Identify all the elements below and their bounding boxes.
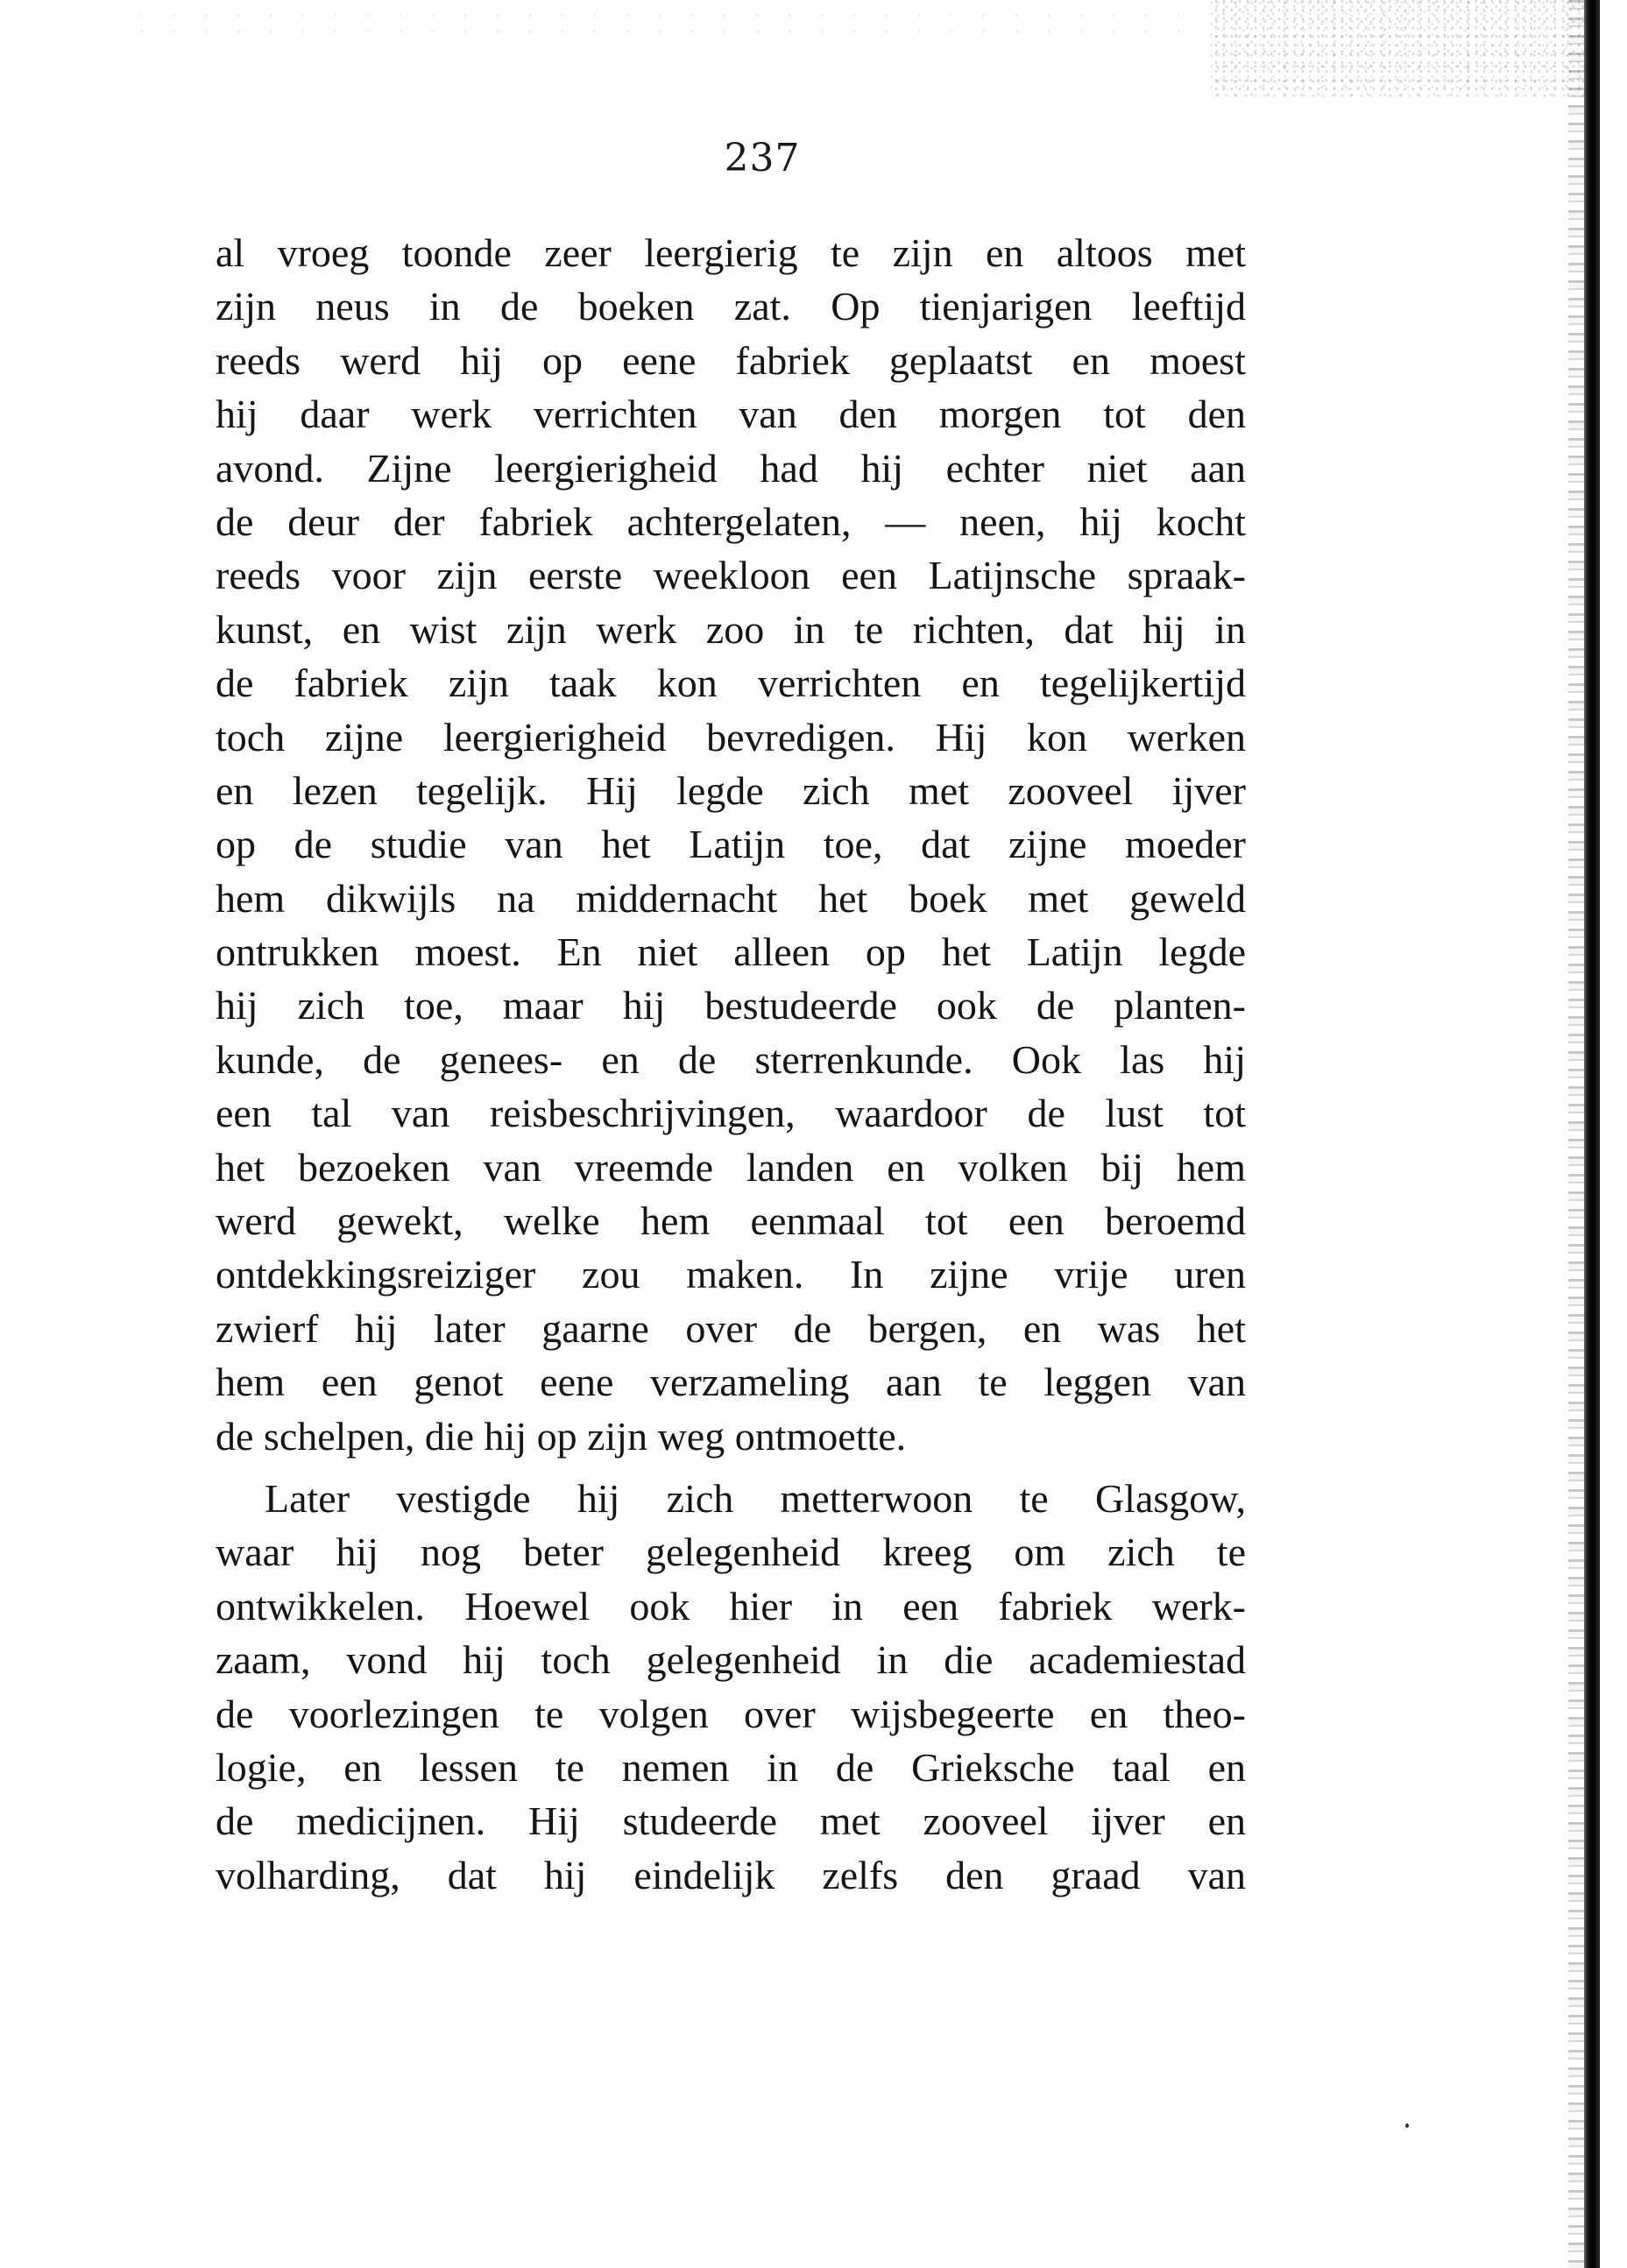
text-line: toch zijne leergierigheid bevredigen. Hij kon werken (216, 714, 1246, 760)
text-line: reeds voor zijn eerste weekloon een Latijnsche spraak- (216, 553, 1246, 598)
text-line: hij zich toe, maar hij bestudeerde ook de planten- (216, 983, 1246, 1028)
text-line: ontdekkingsreiziger zou maken. In zijne vrije uren (216, 1252, 1246, 1297)
text-line: de fabriek zijn taak kon verrichten en tegelijkertijd (216, 661, 1246, 706)
text-line: de voorlezingen te volgen over wijsbegeerte en theo- (216, 1691, 1246, 1736)
scan-speck (1405, 2123, 1409, 2128)
paragraph-gap (216, 1463, 1246, 1472)
text-line: werd gewekt, welke hem eenmaal tot een beroemd (216, 1198, 1246, 1244)
text-line: de medicijnen. Hij studeerde met zooveel ijver en (216, 1798, 1246, 1844)
text-line: op de studie van het Latijn toe, dat zijne moeder (216, 822, 1246, 867)
paragraph (216, 226, 1246, 1463)
text-line: reeds werd hij op eene fabriek geplaatst en moest (216, 337, 1246, 383)
text-line: hem dikwijls na middernacht het boek met geweld (216, 875, 1246, 921)
scan-noise (131, 9, 1183, 44)
text-line: kunde, de genees- en de sterrenkunde. Ook las hij (216, 1036, 1246, 1082)
text-line: logie, en lessen te nemen in de Grieksche taal en (216, 1744, 1246, 1790)
text-line: ontwikkelen. Hoewel ook hier in een fabriek werk- (216, 1583, 1246, 1629)
page-number: 237 (724, 136, 801, 180)
text-line: de schelpen, die hij op zijn weg ontmoette. (216, 1413, 907, 1459)
text-line: hem een genot eene verzameling aan te leggen van (216, 1360, 1246, 1405)
book-binding-edge (1584, 0, 1600, 2268)
paragraph (216, 1472, 1246, 1902)
text-line: zaam, vond hij toch gelegenheid in die academiestad (216, 1637, 1246, 1683)
text-line: en lezen tegelijk. Hij legde zich met zooveel ijver (216, 767, 1246, 813)
text-line: avond. Zijne leergierigheid had hij echter niet aan (216, 445, 1246, 491)
text-line: ontrukken moest. En niet alleen op het Latijn legde (216, 929, 1246, 975)
text-line: het bezoeken van vreemde landen en volken bij hem (216, 1144, 1246, 1190)
text-line: hij daar werk verrichten van den morgen tot den (216, 392, 1246, 437)
text-line: de deur der fabriek achtergelaten, — neen, hij kocht (216, 498, 1246, 544)
text-line: al vroeg toonde zeer leergierig te zijn en altoos met (216, 230, 1246, 275)
binding-shadow (1568, 0, 1586, 2268)
scan-noise (1209, 0, 1595, 96)
body-text (216, 226, 1246, 1902)
text-line: zwierf hij later gaarne over de bergen, en was het (216, 1305, 1246, 1351)
text-line: waar hij nog beter gelegenheid kreeg om zich te (216, 1530, 1246, 1575)
text-line: kunst, en wist zijn werk zoo in te richten, dat hij in (216, 606, 1246, 652)
text-line: een tal van reisbeschrijvingen, waardoor de lust tot (216, 1091, 1246, 1136)
text-line: Later vestigde hij zich metterwoon te Glasgow, (265, 1475, 1246, 1521)
text-line: zijn neus in de boeken zat. Op tienjarigen leeftijd (216, 284, 1246, 329)
text-line: volharding, dat hij eindelijk zelfs den graad van (216, 1852, 1246, 1897)
